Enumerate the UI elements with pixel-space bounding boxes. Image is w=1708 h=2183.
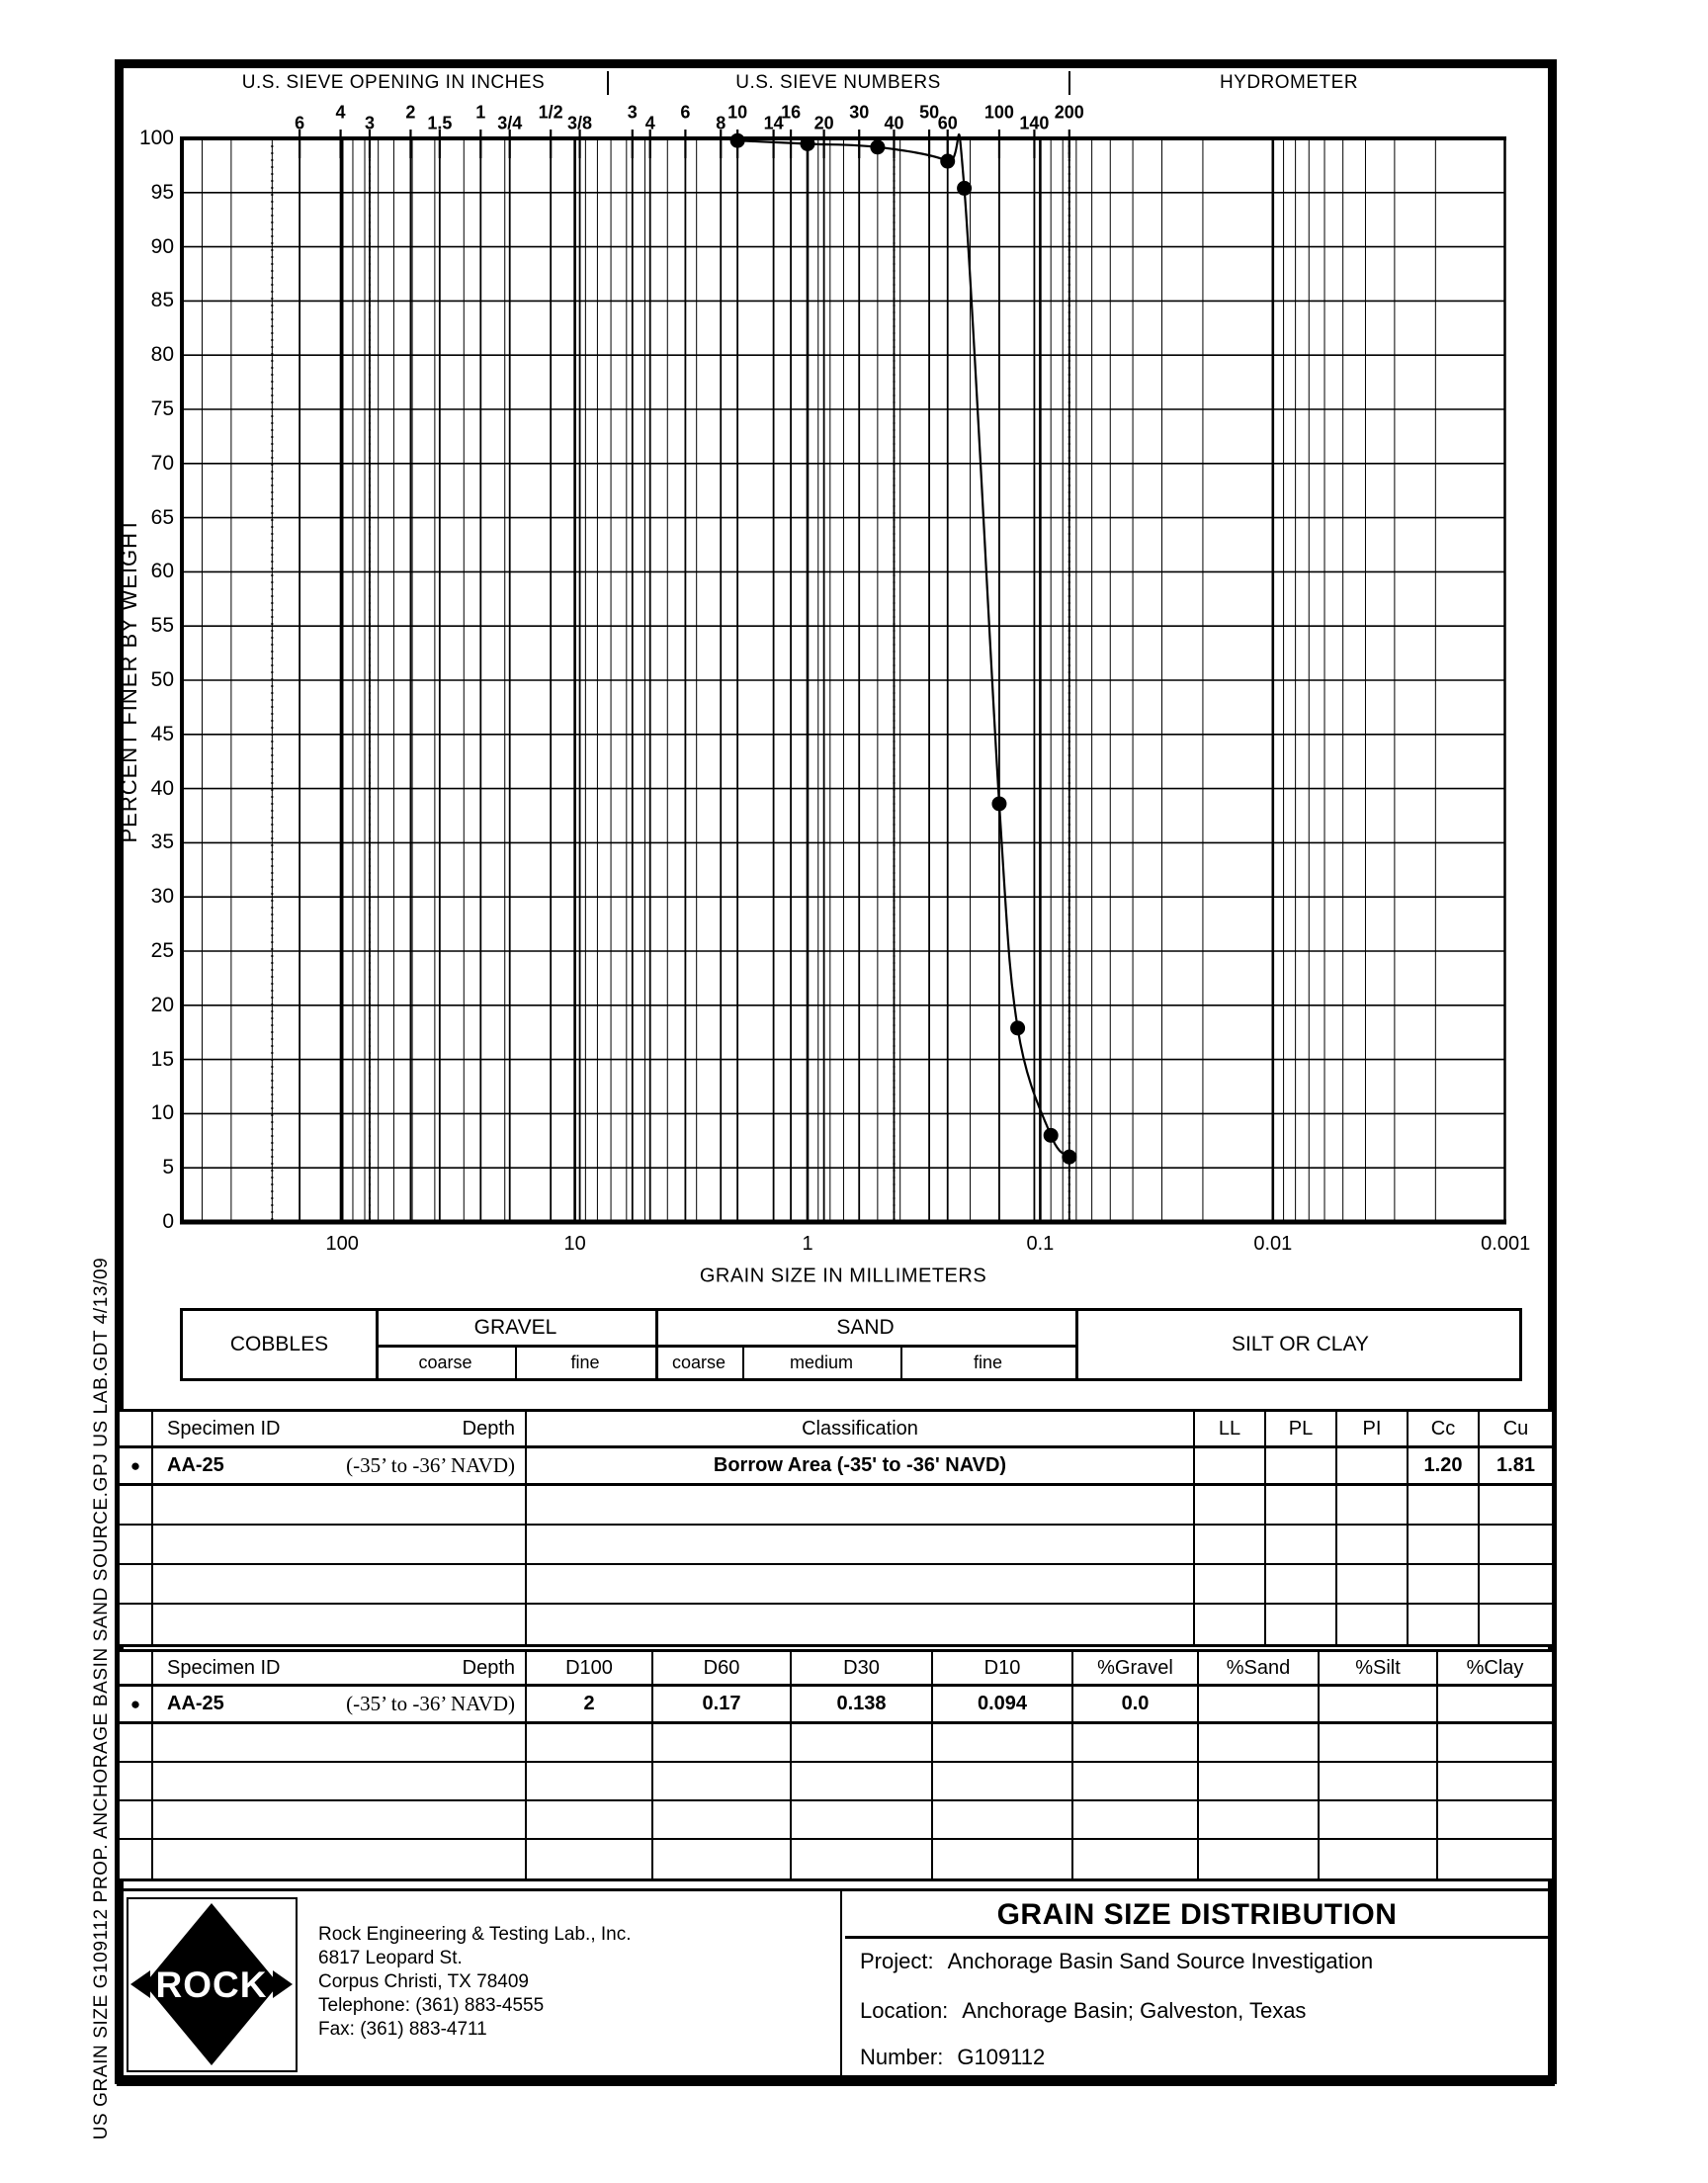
header-sieve-inches-label: U.S. SIEVE OPENING IN INCHES [241,72,546,93]
x-tick-label: 0.001 [1481,1233,1531,1255]
band-sand: SAND [836,1316,895,1339]
table-header-cell: D10 [933,1652,1073,1687]
data-point [1044,1128,1059,1143]
table-value-cell: 1.20 [1409,1448,1480,1486]
grain-size-plot [180,125,1506,1228]
y-tick-label: 50 [150,668,174,691]
specimen-id-value: AA-25 [167,1454,224,1476]
depth-value: (-35’ to -36’ NAVD) [346,1692,515,1715]
rock-logo-icon [128,1899,296,2070]
y-tick-label: 80 [150,343,174,367]
sieve-size-label: 40 [884,113,904,133]
data-point [940,154,955,169]
data-point [801,136,815,151]
empty-cell [1320,1724,1438,1763]
empty-cell [153,1565,527,1605]
band-sand-fine: fine [973,1353,1003,1372]
company-address-line: Fax: (361) 883-4711 [318,2019,487,2040]
project-field [860,1949,1373,1974]
specimen-depth-cell [153,1448,527,1486]
y-axis-title: PERCENT FINER BY WEIGHT [117,517,141,843]
location-label: Location: [860,1998,949,2023]
y-tick-label: 75 [150,397,174,420]
sieve-size-label: 1.5 [427,113,453,133]
empty-cell [527,1801,653,1840]
table-header-cell: %Clay [1438,1652,1552,1687]
y-tick-label: 10 [150,1101,174,1125]
empty-cell [1480,1605,1552,1644]
y-tick-label: 45 [150,722,174,745]
row-marker: ● [120,1687,153,1724]
project-label: Project: [860,1949,934,1973]
sieve-size-label: 3 [627,102,638,123]
empty-cell [1438,1724,1552,1763]
empty-cell [1320,1840,1438,1878]
band-subdivider [515,1345,517,1378]
x-tick-label: 0.1 [1026,1233,1055,1255]
table-value-cell: 1.81 [1480,1448,1552,1486]
table-header-symbol-cell [120,1412,153,1448]
y-tick-label: 85 [150,289,174,312]
x-tick-label: 0.01 [1253,1233,1293,1255]
empty-cell [1266,1565,1337,1605]
empty-cell [1073,1724,1199,1763]
table-value-cell [1438,1687,1552,1724]
y-tick-label: 20 [150,993,174,1016]
band-cobbles: COBBLES [229,1333,329,1355]
empty-cell [1320,1801,1438,1840]
x-tick-label: 10 [563,1233,586,1255]
title-block [117,1888,1555,2086]
empty-cell [120,1840,153,1878]
specimen-id-header: Specimen ID [167,1656,281,1679]
sieve-size-label: 3/4 [497,113,523,133]
empty-cell [153,1605,527,1644]
band-midline [376,1345,1075,1348]
band-divider [1075,1311,1078,1378]
specimen-depth-cell [153,1687,527,1724]
empty-cell [1409,1605,1480,1644]
empty-cell [1409,1526,1480,1565]
band-gravel: GRAVEL [473,1316,557,1339]
empty-cell [1480,1565,1552,1605]
company-address-line: Rock Engineering & Testing Lab., Inc. [318,1924,632,1945]
empty-cell [1199,1763,1320,1801]
company-logo [127,1897,298,2072]
header-separator-left [607,71,609,95]
y-tick-label: 35 [150,830,174,854]
sieve-size-label: 1/2 [538,102,563,123]
empty-cell [1073,1840,1199,1878]
empty-cell [1199,1724,1320,1763]
table-header-cell: %Gravel [1073,1652,1199,1687]
company-address-line: Corpus Christi, TX 78409 [318,1971,529,1992]
band-subdivider [900,1345,902,1378]
empty-cell [1199,1801,1320,1840]
empty-cell [1195,1565,1266,1605]
table-header-cell: Cc [1409,1412,1480,1448]
empty-cell [1337,1565,1409,1605]
band-sand-coarse: coarse [671,1353,726,1372]
table-header-specimen-depth [153,1652,527,1687]
table-value-cell [1199,1687,1320,1724]
report-title: GRAIN SIZE DISTRIBUTION [996,1898,1398,1931]
table-header-cell: LL [1195,1412,1266,1448]
empty-cell [120,1724,153,1763]
empty-cell [527,1486,1195,1526]
empty-cell [1438,1801,1552,1840]
specimen-id-value: AA-25 [167,1693,224,1714]
sieve-size-label: 3/8 [567,113,593,133]
data-point [1062,1150,1076,1165]
empty-cell [653,1724,792,1763]
specimen-id-header: Specimen ID [167,1417,281,1440]
sieve-size-label: 6 [295,113,305,133]
sieve-size-label: 3 [364,113,375,133]
x-tick-label: 1 [802,1233,813,1255]
table-value-cell [1320,1687,1438,1724]
empty-cell [1266,1486,1337,1526]
empty-cell [120,1801,153,1840]
empty-cell [1409,1486,1480,1526]
empty-cell [1195,1605,1266,1644]
y-tick-label: 15 [150,1047,174,1071]
classification-table [117,1409,1555,1647]
table-header-cell: %Sand [1199,1652,1320,1687]
sieve-size-label: 60 [937,113,958,133]
empty-cell [527,1840,653,1878]
table-value-cell [1195,1448,1266,1486]
depth-value: (-35’ to -36’ NAVD) [346,1453,515,1477]
empty-cell [1073,1763,1199,1801]
data-point [1010,1020,1025,1035]
empty-cell [933,1724,1073,1763]
empty-cell [792,1763,933,1801]
empty-cell [527,1605,1195,1644]
empty-cell [153,1724,527,1763]
empty-cell [527,1724,653,1763]
gradation-curve [737,134,1069,1157]
empty-cell [1195,1486,1266,1526]
empty-cell [1266,1526,1337,1565]
empty-cell [1195,1526,1266,1565]
table-value-cell: 2 [527,1687,653,1724]
empty-cell [792,1801,933,1840]
y-tick-label: 70 [150,451,174,475]
project-value: Anchorage Basin Sand Source Investigation [947,1949,1374,1973]
table-header-cell: Classification [527,1412,1195,1448]
company-address-line: 6817 Leopard St. [318,1948,463,1968]
band-silt-or-clay: SILT OR CLAY [1232,1333,1369,1355]
y-tick-label: 5 [162,1156,174,1179]
y-tick-label: 95 [150,180,174,204]
y-tick-label: 25 [150,939,174,962]
sieve-size-label: 1 [475,102,486,123]
empty-cell [653,1840,792,1878]
table-value-cell [1337,1448,1409,1486]
company-address-line: Telephone: (361) 883-4555 [318,1995,545,2016]
table-header-cell: %Silt [1320,1652,1438,1687]
title-underline [845,1936,1549,1939]
empty-cell [653,1763,792,1801]
band-subdivider [742,1345,744,1378]
empty-cell [792,1724,933,1763]
sieve-size-label: 100 [983,102,1014,123]
location-value: Anchorage Basin; Galveston, Texas [962,1998,1307,2023]
table-value-cell: 0.138 [792,1687,933,1724]
y-tick-label: 100 [138,127,174,149]
sieve-size-label: 2 [405,102,416,123]
empty-cell [120,1486,153,1526]
empty-cell [527,1565,1195,1605]
empty-cell [653,1801,792,1840]
empty-cell [153,1840,527,1878]
number-value: G109112 [957,2045,1046,2069]
empty-cell [120,1763,153,1801]
empty-cell [1266,1605,1337,1644]
sieve-size-label: 4 [644,113,655,133]
y-tick-label: 60 [150,560,174,583]
empty-cell [153,1763,527,1801]
data-point [991,796,1006,811]
table-header-cell: D30 [792,1652,933,1687]
location-field [860,1998,1306,2024]
data-point [730,133,745,148]
empty-cell [1438,1840,1552,1878]
empty-cell [1337,1526,1409,1565]
gradation-table [117,1649,1555,1881]
sidebar-filename-text: US GRAIN SIZE G109112 PROP. ANCHORAGE BASIN SAND SOURCE.GPJ US LAB.GDT 4/13/09 [91,1257,112,2140]
header-separator-right [1068,71,1070,95]
number-label: Number: [860,2045,944,2069]
table-value-cell: 0.0 [1073,1687,1199,1724]
row-marker: ● [120,1448,153,1486]
band-gravel-fine: fine [570,1353,600,1372]
y-tick-label: 30 [150,885,174,909]
empty-cell [1480,1486,1552,1526]
empty-cell [153,1526,527,1565]
table-value-cell: 0.17 [653,1687,792,1724]
empty-cell [1199,1840,1320,1878]
empty-cell [1320,1763,1438,1801]
sieve-size-label: 8 [716,113,726,133]
sieve-size-label: 4 [335,102,346,123]
sieve-size-label: 200 [1054,102,1084,123]
data-point [957,181,972,196]
sieve-size-label: 6 [680,102,691,123]
empty-cell [1409,1565,1480,1605]
table-value-cell: 0.094 [933,1687,1073,1724]
y-tick-label: 40 [150,776,174,800]
header-sieve-numbers-label: U.S. SIEVE NUMBERS [735,72,941,93]
company-address [318,1923,632,2042]
y-tick-label: 65 [150,505,174,529]
empty-cell [120,1605,153,1644]
empty-cell [120,1565,153,1605]
data-point [870,139,885,154]
sieve-size-label: 30 [849,102,870,123]
y-tick-label: 90 [150,234,174,258]
sieve-size-label: 140 [1019,113,1050,133]
empty-cell [527,1763,653,1801]
y-tick-label: 55 [150,614,174,638]
empty-cell [933,1840,1073,1878]
sieve-size-label: 14 [763,113,784,133]
empty-cell [792,1840,933,1878]
empty-cell [153,1801,527,1840]
logo-text: ROCK [155,1965,268,2005]
empty-cell [1438,1763,1552,1801]
empty-cell [153,1486,527,1526]
sieve-size-label: 20 [813,113,834,133]
table-header-symbol-cell [120,1652,153,1687]
footer-right-section [842,1891,1552,2077]
number-field [860,2045,1045,2070]
empty-cell [527,1526,1195,1565]
empty-cell [120,1526,153,1565]
y-tick-label: 0 [162,1210,174,1233]
x-tick-label: 100 [325,1233,359,1255]
empty-cell [1337,1486,1409,1526]
header-hydrometer-label: HYDROMETER [1219,72,1359,93]
empty-cell [933,1801,1073,1840]
empty-cell [1480,1526,1552,1565]
table-header-cell: D100 [527,1652,653,1687]
table-header-cell: PI [1337,1412,1409,1448]
table-value-cell [1266,1448,1337,1486]
classification-bar [180,1308,1522,1381]
empty-cell [1073,1801,1199,1840]
depth-header: Depth [462,1656,515,1679]
empty-cell [933,1763,1073,1801]
x-axis-title: GRAIN SIZE IN MILLIMETERS [699,1265,987,1287]
band-gravel-coarse: coarse [418,1353,472,1372]
depth-header: Depth [462,1417,515,1440]
table-header-cell: D60 [653,1652,792,1687]
table-header-specimen-depth [153,1412,527,1448]
table-value-cell: Borrow Area (-35' to -36' NAVD) [527,1448,1195,1486]
table-header-cell: PL [1266,1412,1337,1448]
sieve-size-label: 50 [919,102,940,123]
band-sand-medium: medium [789,1353,854,1372]
sieve-size-label: 10 [727,102,748,123]
table-header-cell: Cu [1480,1412,1552,1448]
empty-cell [1337,1605,1409,1644]
sieve-size-label: 16 [781,102,802,123]
